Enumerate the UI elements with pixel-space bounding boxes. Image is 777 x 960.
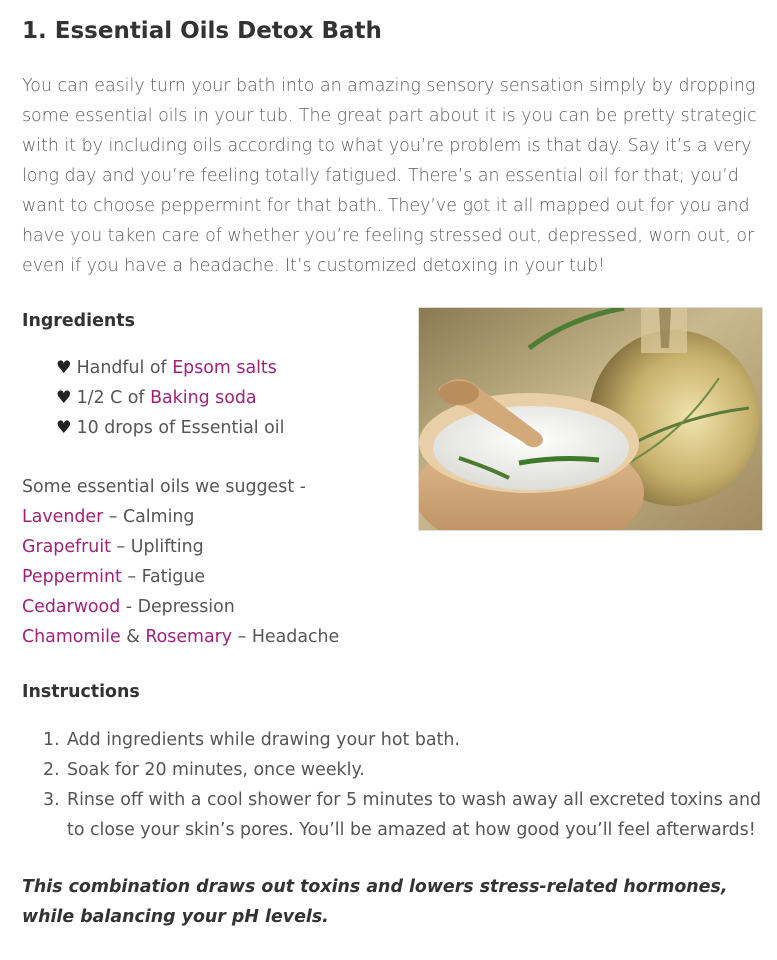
oil-effect: – Headache bbox=[232, 627, 340, 647]
ingredient-text: 10 drops of Essential oil bbox=[76, 418, 285, 438]
oil-effect: – Fatigue bbox=[121, 567, 206, 587]
oil-row bbox=[22, 592, 339, 622]
step-number: 1. bbox=[43, 730, 60, 750]
list-item bbox=[56, 413, 284, 443]
oil-row bbox=[22, 622, 339, 652]
step-number: 3. bbox=[43, 790, 60, 810]
rosemary-link[interactable]: Rosemary bbox=[145, 627, 233, 647]
ingredient-text: 1/2 C of bbox=[76, 388, 151, 408]
list-item bbox=[56, 383, 284, 413]
instructions-list bbox=[22, 725, 762, 845]
oil-joiner: & bbox=[120, 627, 146, 647]
bath-salts-photo bbox=[418, 307, 763, 531]
heart-icon: ♥ bbox=[56, 418, 72, 438]
step-number: 2. bbox=[43, 760, 60, 780]
cedarwood-link[interactable]: Cedarwood bbox=[22, 597, 121, 617]
list-item bbox=[22, 785, 762, 845]
epsom-salts-link[interactable]: Epsom salts bbox=[172, 358, 277, 378]
instructions-heading: Instructions bbox=[22, 682, 140, 702]
step-text: Soak for 20 minutes, once weekly. bbox=[67, 760, 365, 780]
oils-intro: Some essential oils we suggest - bbox=[22, 477, 306, 497]
oil-effect: – Calming bbox=[103, 507, 195, 527]
intro-paragraph: You can easily turn your bath into an amazing sensory sensation simply by dropping some essential oils in your tub. The great part about it is you can be pretty strategic with it by including oils according to what you’re problem is that day. Say it’s a very long day and you’re feeling totally fatigued. There’s an essential oil for that; you’d want to choose peppermint for that bath. They’ve got it all mapped out for you and have you taken care of whether you’re feeling stressed out, depressed, worn out, or even if you have a headache. It’s customized detoxing in your tub! bbox=[22, 76, 757, 276]
heart-icon: ♥ bbox=[56, 358, 72, 378]
ingredients-list bbox=[56, 353, 284, 443]
oil-row bbox=[22, 562, 339, 592]
closing-note: This combination draws out toxins and lowers stress-related hormones, while balancing your pH levels. bbox=[22, 877, 728, 927]
oil-effect: - Depression bbox=[120, 597, 235, 617]
peppermint-link[interactable]: Peppermint bbox=[22, 567, 122, 587]
list-item bbox=[22, 725, 762, 755]
heart-icon: ♥ bbox=[56, 388, 72, 408]
oil-row bbox=[22, 532, 339, 562]
ingredients-heading: Ingredients bbox=[22, 311, 135, 331]
baking-soda-link[interactable]: Baking soda bbox=[150, 388, 257, 408]
suggested-oils bbox=[22, 472, 339, 652]
ingredient-text: Handful of bbox=[76, 358, 173, 378]
step-text: Rinse off with a cool shower for 5 minutes to wash away all excreted toxins and to close your skin’s pores. You’ll be amazed at how good you’ll feel afterwards! bbox=[67, 790, 762, 840]
list-item bbox=[22, 755, 762, 785]
oil-effect: – Uplifting bbox=[110, 537, 204, 557]
list-item bbox=[56, 353, 284, 383]
chamomile-link[interactable]: Chamomile bbox=[22, 627, 121, 647]
step-text: Add ingredients while drawing your hot bath. bbox=[67, 730, 460, 750]
article-heading: 1. Essential Oils Detox Bath bbox=[22, 18, 382, 44]
grapefruit-link[interactable]: Grapefruit bbox=[22, 537, 111, 557]
lavender-link[interactable]: Lavender bbox=[22, 507, 104, 527]
oil-row bbox=[22, 502, 339, 532]
